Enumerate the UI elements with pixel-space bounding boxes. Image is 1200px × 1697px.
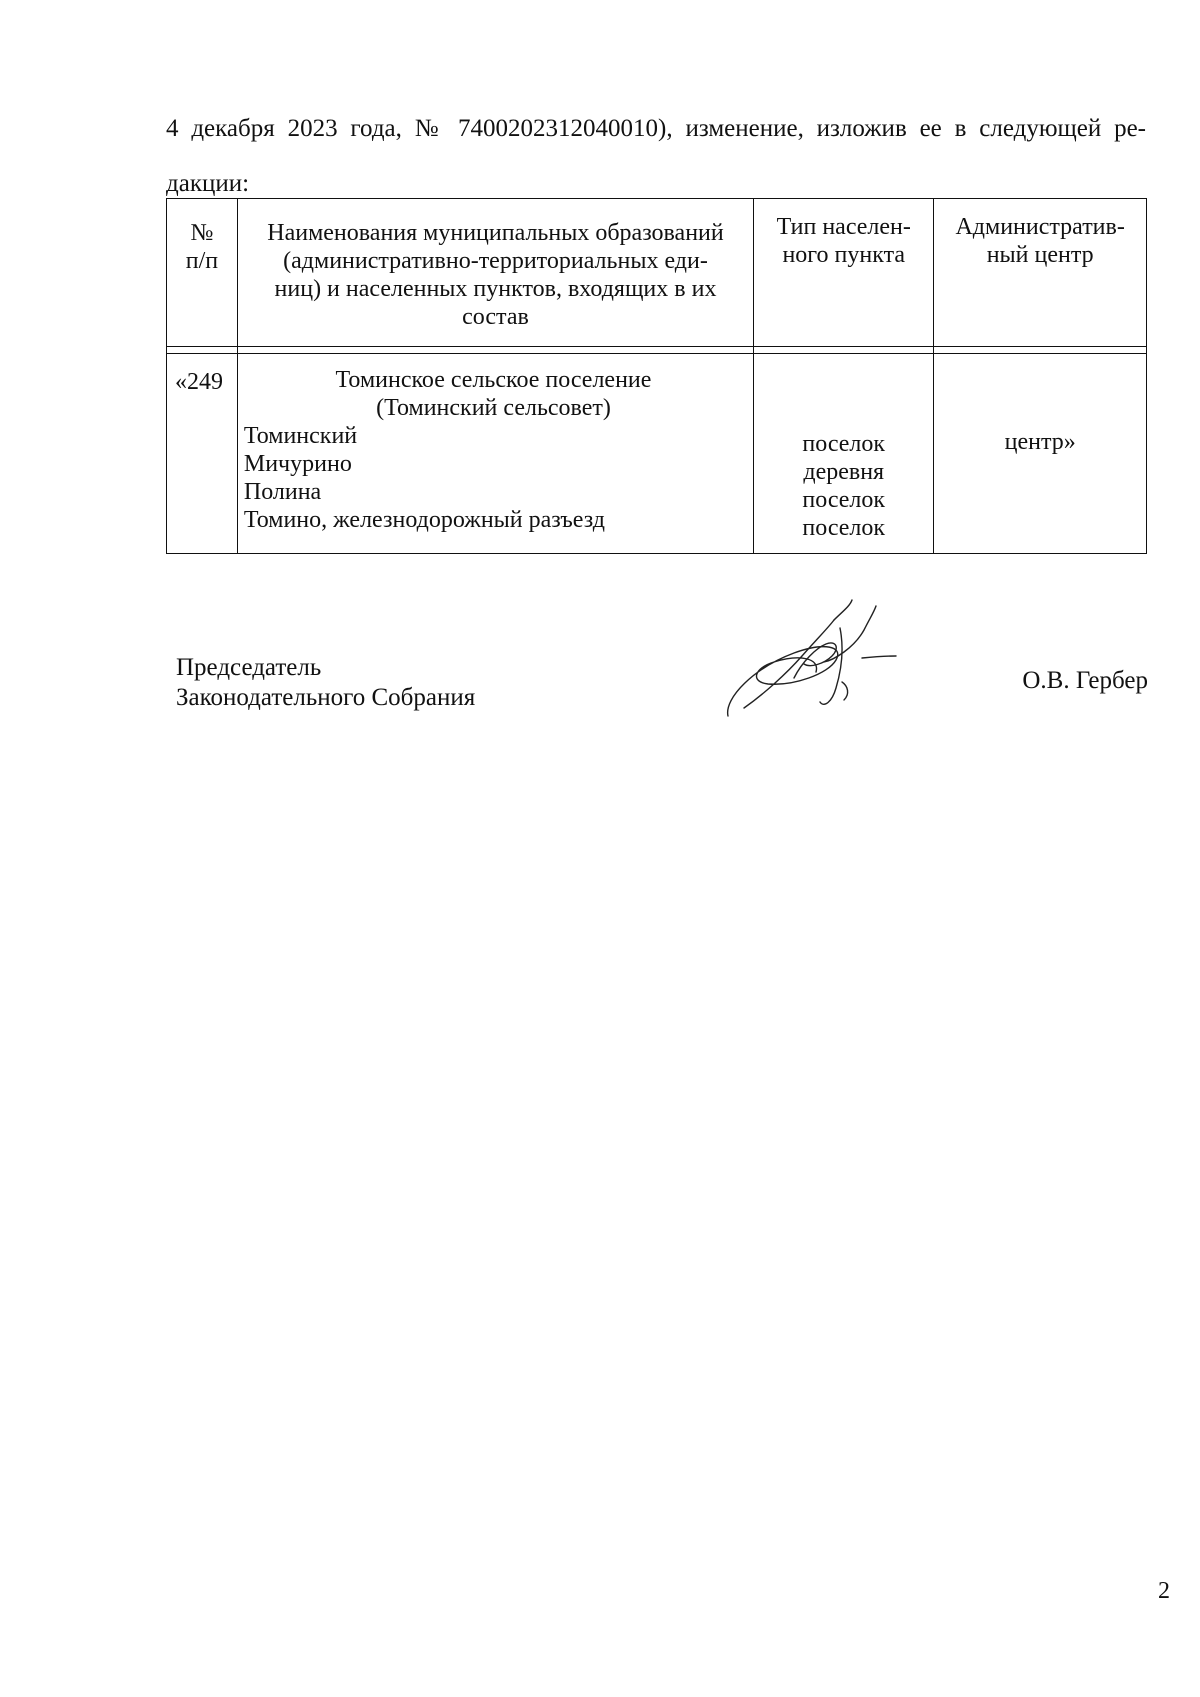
handwritten-signature [724,598,904,722]
settlement-type: поселок [802,515,886,541]
header-number: № п/п [167,199,238,347]
table-separator-row [167,347,1147,354]
municipality-subtitle: (Томинский сельсовет) [376,395,611,421]
settlement-name: Томино, железнодорожный разъезд [243,507,605,533]
row-admin-center: центр» [934,354,1147,554]
row-number: «249 [167,354,238,554]
signatory-title: Председатель Законодательного Собрания [176,654,476,711]
paragraph-line-2: дакции: [166,170,250,197]
row-name [237,354,753,554]
settlement-type: поселок [802,487,886,513]
paragraph-line-1: 4 декабря 2023 года, № 7400202312040010), изменение, изложив ее в следующей ре- [166,115,1146,142]
header-admin-center: Административ- ный центр [934,199,1147,347]
settlements-table [166,198,1147,554]
table-header-row [167,199,1147,347]
settlement-type: поселок [802,431,886,457]
municipality-title: Томинское сельское поселение [335,367,652,393]
settlement-name: Томинский [243,423,358,449]
signatory-name: О.В. Гербер [1022,667,1148,694]
settlement-name: Полина [243,479,322,505]
page-number: 2 [1158,1578,1170,1604]
row-type [754,354,934,554]
header-name: Наименования муниципальных образований (административно-территориальных еди- ниц) и населенных пунктов, входящих в их состав [237,199,753,347]
settlement-type: деревня [803,459,885,485]
settlement-name: Мичурино [243,451,352,477]
table-row [167,354,1147,554]
header-type: Тип населен- ного пункта [754,199,934,347]
